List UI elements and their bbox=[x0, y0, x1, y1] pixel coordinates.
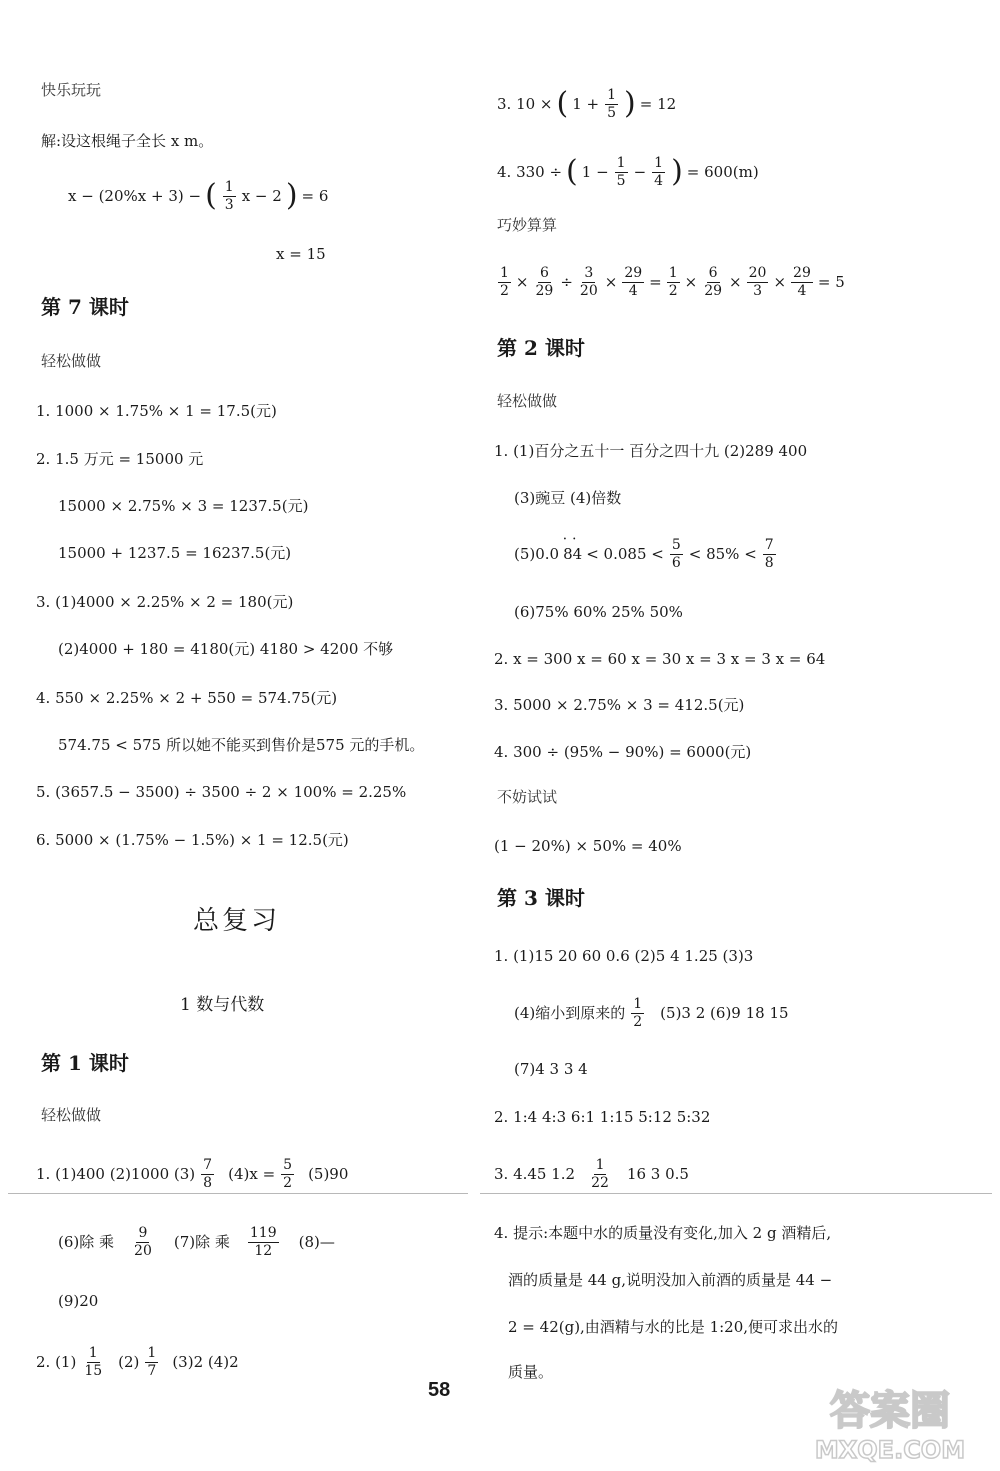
lesson7-line: 15000 × 2.75% × 3 = 1237.5(元) bbox=[58, 497, 309, 515]
review-subtitle: 1 数与代数 bbox=[180, 995, 265, 1015]
fraction: $\frac{1}{4}$ bbox=[654, 155, 664, 189]
lesson1-heading: 第 1 课时 bbox=[41, 1051, 129, 1075]
divider-right bbox=[480, 1193, 992, 1194]
fraction: $\frac{1}{2}$ bbox=[500, 265, 509, 299]
eq-part-c: = 6 bbox=[301, 186, 329, 205]
lesson2-q2: 2. x = 300 x = 60 x = 30 x = 3 x = 3 x = 64 bbox=[494, 650, 826, 668]
lesson2-q4: 4. 300 ÷ (95% − 90%) = 6000(元) bbox=[494, 743, 752, 761]
lesson2-q1-3: (3)豌豆 (4)倍数 bbox=[514, 489, 622, 507]
fraction: $\frac{6}{29}$ bbox=[535, 265, 554, 299]
page-number: 58 bbox=[428, 1379, 451, 1401]
lesson3-q1-7: (7)4 3 3 4 bbox=[514, 1060, 588, 1078]
fraction: $\frac{1}{2}$ bbox=[668, 265, 678, 299]
lesson7-line: 3. (1)4000 × 2.25% × 2 = 180(元) bbox=[36, 593, 294, 611]
lesson3-q4-line: 酒的质量是 44 g,说明没加入前酒的质量是 44 − bbox=[508, 1271, 833, 1289]
fraction: $\frac{5}{6}$ bbox=[671, 537, 681, 571]
lesson7-line: (2)4000 + 180 = 4180(元) 4180 > 4200 不够 bbox=[58, 640, 394, 658]
lesson1-q1-6: (6)除 乘 $\frac{9}{20}$ (7)除 乘 $\frac{119}{12}$ (8)— bbox=[58, 1225, 335, 1259]
fraction: $\frac{9}{20}$ bbox=[134, 1225, 152, 1259]
lesson7-line: 5. (3657.5 − 3500) ÷ 3500 ÷ 2 × 100% = 2.25% bbox=[36, 783, 407, 801]
paren-open: ( bbox=[205, 178, 217, 214]
lesson3-q1: 1. (1)15 20 60 0.6 (2)5 4 1.25 (3)3 bbox=[494, 947, 754, 965]
lesson2-q1-5: (5)0.0 • • 84 < 0.085 < $\frac{5}{6}$ < 85% < $\frac{7}{8}$ bbox=[514, 538, 778, 570]
fraction: $\frac{1}{5}$ bbox=[607, 87, 617, 121]
lesson3-q1-4: (4)缩小到原来的 $\frac{1}{2}$ (5)3 2 (6)9 18 15 bbox=[514, 996, 789, 1030]
lesson2-heading: 第 2 课时 bbox=[497, 336, 585, 360]
lesson1-q1-9: (9)20 bbox=[58, 1292, 99, 1310]
fraction: $\frac{6}{29}$ bbox=[704, 265, 723, 299]
fraction: $\frac{1}{22}$ bbox=[591, 1157, 609, 1191]
fraction: $\frac{1}{15}$ bbox=[84, 1345, 103, 1379]
lesson7-line: 6. 5000 × (1.75% − 1.5%) × 1 = 12.5(元) bbox=[36, 831, 349, 849]
fraction: $\frac{29}{4}$ bbox=[624, 265, 643, 299]
fraction: $\frac{1}{2}$ bbox=[633, 996, 643, 1030]
lesson2-sub: 轻松做做 bbox=[497, 392, 558, 410]
lesson7-line: 15000 + 1237.5 = 16237.5(元) bbox=[58, 544, 292, 562]
lesson7-line: 4. 550 × 2.25% × 2 + 550 = 574.75(元) bbox=[36, 689, 338, 707]
lesson3-q4-line: 2 = 42(g),由酒精与水的比是 1:20,便可求出水的 bbox=[508, 1318, 839, 1336]
eq-part-a: x − (20%x + 3) − bbox=[68, 186, 202, 205]
eq-part-b: x − 2 bbox=[241, 186, 282, 205]
lesson3-q2: 2. 1:4 4:3 6:1 1:15 5:12 5:32 bbox=[494, 1108, 711, 1126]
lesson2-q1: 1. (1)百分之五十一 百分之四十九 (2)289 400 bbox=[494, 442, 808, 460]
fraction: $\frac{1}{5}$ bbox=[616, 155, 626, 189]
lesson7-line: 574.75 < 575 所以她不能买到售价是575 元的手机。 bbox=[58, 736, 425, 754]
right-q4: 4. 330 ÷ ( 1 − $\frac{1}{5}$ − $\frac{1}{4}$ ) = 600(m) bbox=[497, 154, 759, 190]
fraction: $\frac{3}{20}$ bbox=[579, 265, 598, 299]
fraction: $\frac{119}{12}$ bbox=[249, 1225, 277, 1259]
watermark-text: 答案圈 bbox=[830, 1388, 950, 1434]
fraction: $\frac{29}{4}$ bbox=[793, 265, 811, 299]
lesson3-q3: 3. 4.45 1.2 $\frac{1}{22}$ 16 3 0.5 bbox=[494, 1157, 689, 1191]
fraction: $\frac{1}{7}$ bbox=[147, 1345, 157, 1379]
review-title: 总复习 bbox=[193, 906, 281, 936]
repeating-decimal: • • 84 bbox=[563, 547, 582, 562]
kuaile-heading: 快乐玩玩 bbox=[41, 81, 102, 99]
lesson1-q2: 2. (1) $\frac{1}{15}$ (2) $\frac{1}{7}$ (3)2 (4)2 bbox=[36, 1345, 239, 1379]
watermark-logo bbox=[790, 1378, 990, 1466]
eq-fraction: $\frac{1}{3}$ bbox=[224, 179, 234, 213]
divider-left bbox=[8, 1193, 468, 1194]
fraction: $\frac{7}{8}$ bbox=[203, 1157, 213, 1191]
lesson7-sub: 轻松做做 bbox=[41, 352, 102, 370]
qiaomiao-heading: 巧妙算算 bbox=[497, 216, 558, 234]
lesson1-sub: 轻松做做 bbox=[41, 1106, 102, 1124]
lesson3-q4-line: 质量。 bbox=[508, 1363, 554, 1381]
fraction: $\frac{7}{8}$ bbox=[764, 537, 774, 571]
fraction: $\frac{5}{2}$ bbox=[283, 1157, 293, 1191]
right-q3: 3. 10 × ( 1 + $\frac{1}{5}$ ) = 12 bbox=[497, 86, 677, 122]
lesson3-heading: 第 3 课时 bbox=[497, 886, 585, 910]
kuaile-equation bbox=[68, 180, 328, 212]
bufang-heading: 不妨试试 bbox=[497, 788, 558, 806]
bufang-line: (1 − 20%) × 50% = 40% bbox=[494, 837, 682, 855]
kuaile-answer: x = 15 bbox=[276, 245, 326, 263]
kuaile-solve: 解:设这根绳子全长 x m。 bbox=[41, 132, 214, 150]
lesson7-line: 2. 1.5 万元 = 15000 元 bbox=[36, 450, 204, 468]
lesson2-q3: 3. 5000 × 2.75% × 3 = 412.5(元) bbox=[494, 696, 745, 714]
lesson7-heading: 第 7 课时 bbox=[41, 295, 129, 319]
fraction: $\frac{20}{3}$ bbox=[748, 265, 767, 299]
paren-close: ) bbox=[285, 178, 298, 214]
qiaomiao-equation: $\frac{1}{2}$ × $\frac{6}{29}$ ÷ $\frac{3}{20}$ × $\frac{29}{4}$ = $\frac{1}{2}$ × $\frac{6}{29}$ × $\frac{20}{3}$ × $\frac{29}{4}$ = 5 bbox=[500, 265, 845, 299]
watermark-domain: MXQE.COM bbox=[814, 1436, 966, 1464]
lesson2-q1-6: (6)75% 60% 25% 50% bbox=[514, 603, 683, 621]
lesson3-q4-line: 4. 提示:本题中水的质量没有变化,加入 2 g 酒精后, bbox=[494, 1224, 832, 1242]
lesson1-q1: 1. (1)400 (2)1000 (3) $\frac{7}{8}$ (4)x = $\frac{5}{2}$ (5)90 bbox=[36, 1157, 349, 1191]
lesson7-line: 1. 1000 × 1.75% × 1 = 17.5(元) bbox=[36, 402, 277, 420]
